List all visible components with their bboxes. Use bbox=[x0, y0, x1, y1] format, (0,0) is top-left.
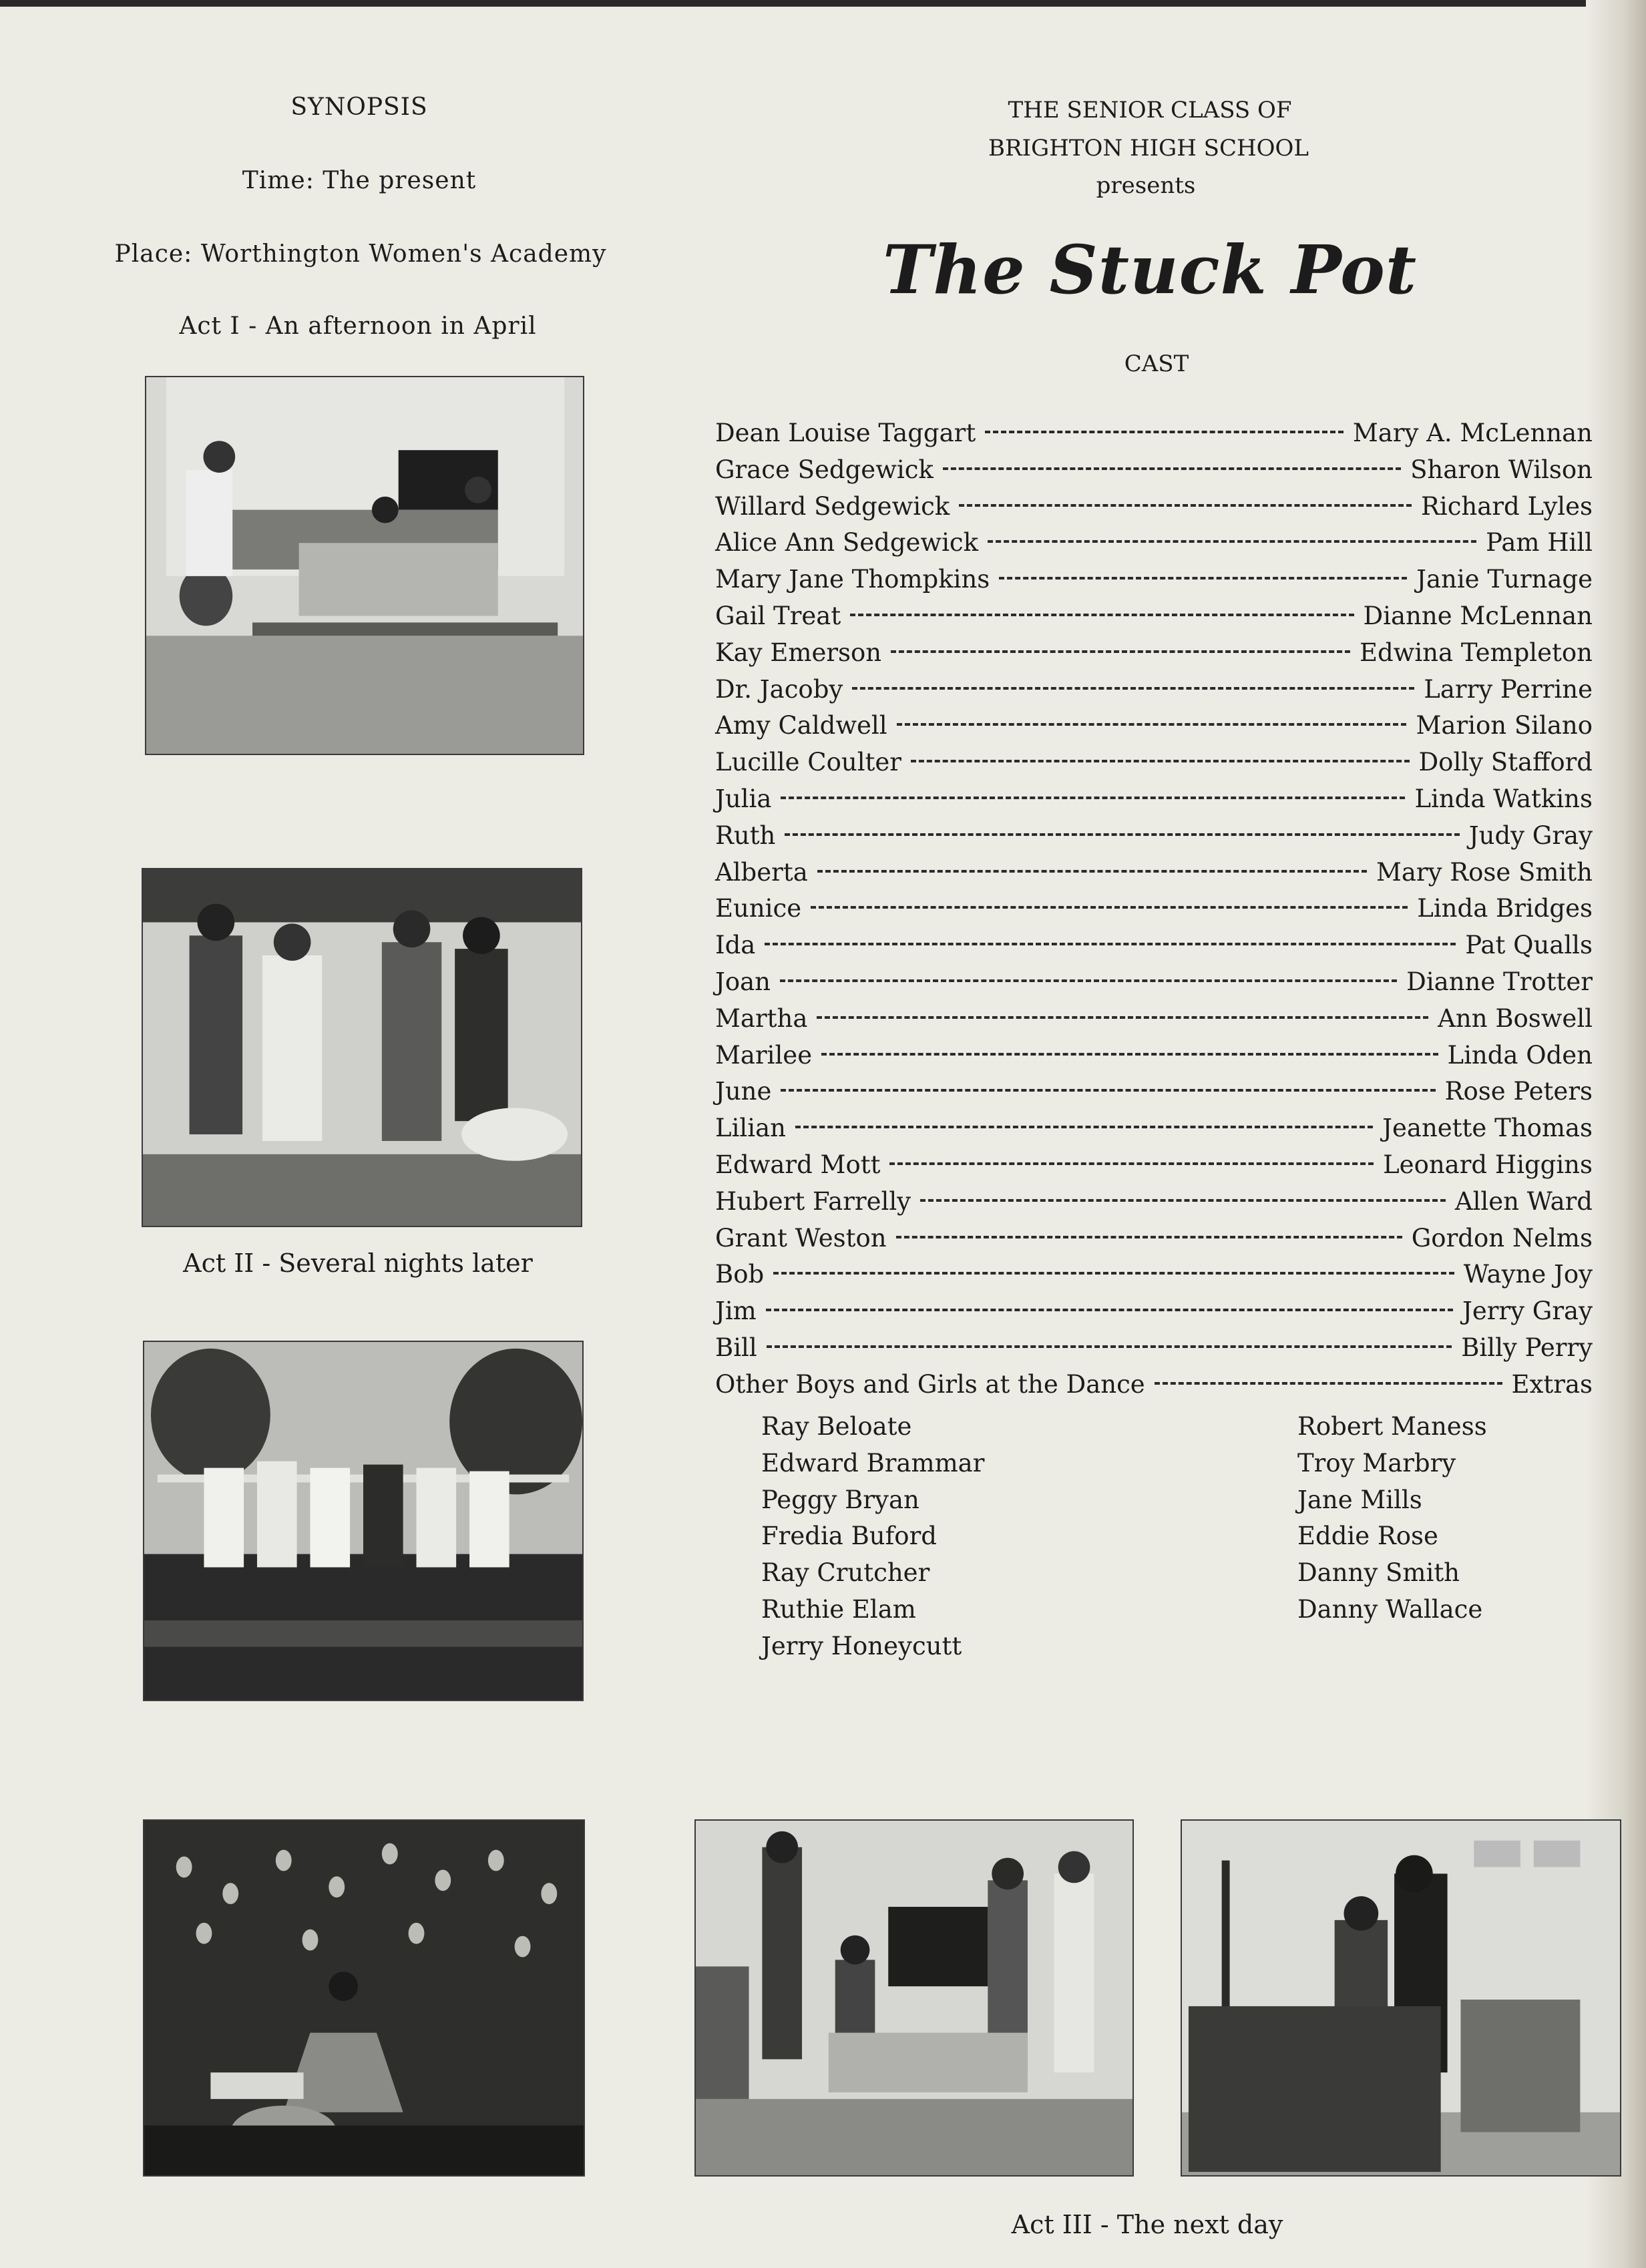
photo-dance-fence bbox=[143, 1341, 584, 1701]
cast-actor: Leonard Higgins bbox=[1383, 1150, 1593, 1179]
cast-actor: Richard Lyles bbox=[1421, 491, 1593, 521]
dot-leader bbox=[852, 687, 1414, 690]
cast-actor: Extras bbox=[1511, 1369, 1593, 1399]
cast-role: Ruth bbox=[715, 821, 776, 850]
cast-actor: Allen Ward bbox=[1454, 1186, 1593, 1216]
extra-name: Robert Maness bbox=[1297, 1412, 1487, 1441]
cast-row bbox=[715, 1297, 1593, 1333]
dot-leader bbox=[850, 614, 1354, 616]
cast-role: Bill bbox=[715, 1333, 757, 1362]
cast-role: Julia bbox=[715, 784, 772, 813]
cast-row bbox=[715, 675, 1593, 712]
cast-actor: Larry Perrine bbox=[1424, 674, 1593, 704]
dot-leader bbox=[911, 760, 1410, 762]
cast-row bbox=[715, 638, 1593, 675]
cast-row bbox=[715, 894, 1593, 931]
synopsis-heading: SYNOPSIS bbox=[290, 93, 428, 121]
cast-actor: Linda Oden bbox=[1447, 1040, 1593, 1070]
cast-actor: Dianne Trotter bbox=[1406, 967, 1593, 996]
cast-row bbox=[715, 492, 1593, 529]
cast-actor: Marion Silano bbox=[1416, 711, 1593, 740]
photo-act2-scene bbox=[142, 868, 582, 1227]
photo-dance-balloons bbox=[143, 1819, 585, 2177]
cast-row bbox=[715, 1187, 1593, 1224]
cast-role: June bbox=[715, 1077, 772, 1106]
cast-heading: CAST bbox=[1124, 351, 1189, 377]
cast-actor: Jeanette Thomas bbox=[1382, 1114, 1593, 1143]
cast-role: Jim bbox=[715, 1297, 757, 1326]
cast-actor: Linda Bridges bbox=[1417, 894, 1593, 923]
cast-actor: Gordon Nelms bbox=[1411, 1223, 1593, 1253]
dot-leader bbox=[781, 1089, 1435, 1092]
dot-leader bbox=[817, 1016, 1428, 1019]
dot-leader bbox=[1155, 1382, 1502, 1385]
dot-leader bbox=[811, 906, 1408, 909]
header-presents: presents bbox=[1096, 172, 1196, 199]
cast-row bbox=[715, 1370, 1593, 1407]
photo-act3-office bbox=[1181, 1819, 1621, 2177]
cast-role: Kay Emerson bbox=[715, 638, 882, 667]
cast-actor: Pam Hill bbox=[1486, 528, 1593, 557]
dot-leader bbox=[943, 467, 1401, 470]
cast-role: Ida bbox=[715, 931, 756, 960]
page-top-edge bbox=[0, 0, 1646, 7]
cast-row bbox=[715, 784, 1593, 821]
cast-actor: Mary Rose Smith bbox=[1376, 857, 1593, 887]
cast-role: Dr. Jacoby bbox=[715, 674, 843, 704]
dot-leader bbox=[765, 943, 1456, 945]
header-line1: THE SENIOR CLASS OF bbox=[1008, 97, 1292, 124]
cast-row bbox=[715, 528, 1593, 565]
cast-actor: Sharon Wilson bbox=[1410, 455, 1593, 484]
cast-row bbox=[715, 565, 1593, 602]
cast-role: Eunice bbox=[715, 894, 802, 923]
dot-leader bbox=[785, 833, 1459, 836]
extra-name: Edward Brammar bbox=[761, 1448, 985, 1478]
cast-role: Marilee bbox=[715, 1040, 813, 1070]
dot-leader bbox=[985, 431, 1344, 433]
cast-role: Bob bbox=[715, 1260, 765, 1289]
extra-name: Jane Mills bbox=[1297, 1485, 1422, 1514]
extra-name: Troy Marbry bbox=[1297, 1448, 1456, 1478]
cast-actor: Linda Watkins bbox=[1414, 784, 1593, 813]
cast-row bbox=[715, 1333, 1593, 1370]
header-line2: BRIGHTON HIGH SCHOOL bbox=[988, 135, 1309, 162]
cast-actor: Janie Turnage bbox=[1416, 565, 1593, 594]
cast-actor: Ann Boswell bbox=[1438, 1003, 1593, 1033]
dot-leader bbox=[766, 1309, 1453, 1311]
cast-row bbox=[715, 1004, 1593, 1041]
dot-leader bbox=[821, 1053, 1438, 1056]
extra-name: Peggy Bryan bbox=[761, 1485, 919, 1514]
cast-actor: Rose Peters bbox=[1444, 1077, 1593, 1106]
dot-leader bbox=[780, 979, 1397, 982]
dot-leader bbox=[891, 650, 1350, 653]
cast-role: Mary Jane Thompkins bbox=[715, 565, 990, 594]
cast-actor: Jerry Gray bbox=[1462, 1297, 1593, 1326]
cast-role: Amy Caldwell bbox=[715, 711, 887, 740]
caption-act3: Act III - The next day bbox=[1011, 2210, 1283, 2239]
cast-actor: Pat Qualls bbox=[1465, 931, 1593, 960]
cast-actor: Dianne McLennan bbox=[1363, 601, 1593, 630]
cast-row bbox=[715, 1260, 1593, 1297]
play-title: The Stuck Pot bbox=[882, 230, 1418, 309]
cast-row bbox=[715, 1150, 1593, 1187]
synopsis-act1: Act I - An afternoon in April bbox=[179, 312, 537, 340]
dot-leader bbox=[959, 504, 1412, 507]
synopsis-place: Place: Worthington Women's Academy bbox=[114, 240, 607, 268]
cast-row bbox=[715, 967, 1593, 1004]
cast-role: Grant Weston bbox=[715, 1223, 887, 1253]
cast-actor: Dolly Stafford bbox=[1418, 748, 1593, 777]
cast-role: Dean Louise Taggart bbox=[715, 419, 976, 447]
dot-leader bbox=[897, 723, 1407, 726]
cast-row bbox=[715, 1041, 1593, 1078]
extra-name: Fredia Buford bbox=[761, 1522, 937, 1551]
cast-role: Alice Ann Sedgewick bbox=[715, 528, 979, 557]
cast-role: Lucille Coulter bbox=[715, 748, 901, 777]
photo-act3-room bbox=[694, 1819, 1134, 2177]
cast-row bbox=[715, 821, 1593, 858]
cast-row bbox=[715, 455, 1593, 492]
dot-leader bbox=[999, 577, 1407, 580]
cast-actor: Edwina Templeton bbox=[1359, 638, 1593, 667]
cast-role: Martha bbox=[715, 1003, 808, 1033]
cast-row bbox=[715, 1077, 1593, 1114]
extra-name: Danny Smith bbox=[1297, 1558, 1460, 1588]
cast-role: Other Boys and Girls at the Dance bbox=[715, 1369, 1145, 1399]
photo-act1-dorm-room bbox=[145, 376, 584, 755]
dot-leader bbox=[817, 870, 1367, 873]
cast-list bbox=[715, 419, 1593, 1407]
dot-leader bbox=[773, 1272, 1454, 1275]
extras-list-right bbox=[1297, 1412, 1487, 1632]
cast-role: Lilian bbox=[715, 1114, 786, 1143]
cast-row bbox=[715, 602, 1593, 638]
dot-leader bbox=[781, 797, 1405, 799]
cast-actor: Judy Gray bbox=[1468, 821, 1593, 850]
cast-actor: Billy Perry bbox=[1461, 1333, 1593, 1362]
cast-row bbox=[715, 1224, 1593, 1261]
dot-leader bbox=[896, 1236, 1402, 1238]
cast-row bbox=[715, 858, 1593, 895]
extra-name: Danny Wallace bbox=[1297, 1594, 1483, 1624]
cast-row bbox=[715, 419, 1593, 455]
extras-list-left bbox=[761, 1412, 984, 1668]
extra-name: Ruthie Elam bbox=[761, 1594, 916, 1624]
cast-role: Alberta bbox=[715, 857, 808, 887]
cast-actor: Wayne Joy bbox=[1463, 1260, 1593, 1289]
cast-role: Edward Mott bbox=[715, 1150, 881, 1179]
cast-role: Hubert Farrelly bbox=[715, 1186, 911, 1216]
synopsis-time: Time: The present bbox=[242, 167, 477, 194]
cast-row bbox=[715, 1114, 1593, 1150]
cast-actor: Mary A. McLennan bbox=[1352, 419, 1593, 447]
dot-leader bbox=[920, 1199, 1446, 1202]
dot-leader bbox=[988, 540, 1476, 543]
cast-role: Willard Sedgewick bbox=[715, 491, 950, 521]
dot-leader bbox=[795, 1126, 1373, 1128]
cast-role: Joan bbox=[715, 967, 771, 996]
dot-leader bbox=[767, 1345, 1452, 1348]
extra-name: Ray Crutcher bbox=[761, 1558, 930, 1588]
cast-row bbox=[715, 931, 1593, 967]
cast-role: Gail Treat bbox=[715, 601, 841, 630]
dot-leader bbox=[889, 1162, 1374, 1165]
extra-name: Ray Beloate bbox=[761, 1412, 912, 1441]
cast-row bbox=[715, 748, 1593, 784]
extra-name: Jerry Honeycutt bbox=[761, 1631, 962, 1660]
extra-name: Eddie Rose bbox=[1297, 1522, 1438, 1551]
caption-act2: Act II - Several nights later bbox=[183, 1249, 533, 1278]
cast-role: Grace Sedgewick bbox=[715, 455, 934, 484]
cast-row bbox=[715, 711, 1593, 748]
